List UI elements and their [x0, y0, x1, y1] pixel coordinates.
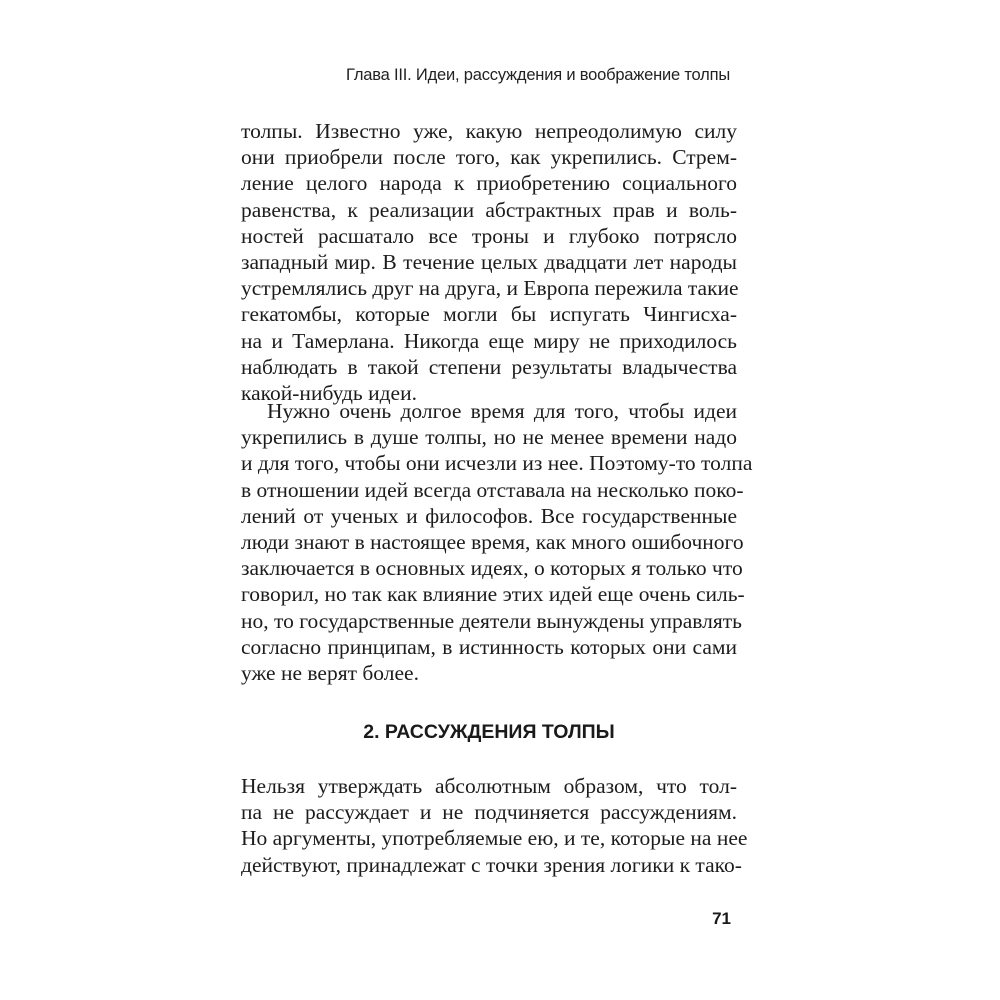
text-line: но, то государственные деятели вынуждены управлять	[241, 608, 742, 633]
text-line: наблюдать в такой степени результаты владычества	[241, 354, 737, 379]
text-line: говорил, но так как влияние этих идей еще очень силь-	[241, 582, 745, 607]
text-line: лений от ученых и философов. Все государственные	[241, 503, 737, 528]
paragraph-1	[241, 118, 737, 406]
text-line: ностей расшатало все троны и глубоко потрясло	[241, 223, 737, 248]
text-line: гекатомбы, которые могли бы испугать Чингисха-	[241, 302, 737, 327]
text-line: действуют, принадлежат с точки зрения логики к тако-	[241, 852, 742, 877]
text-line: Нужно очень долгое время для того, чтобы идеи	[267, 399, 737, 423]
text-line: западный мир. В течение целых двадцати лет народы	[241, 249, 737, 274]
section-title: 2. РАССУЖДЕНИЯ ТОЛПЫ	[363, 721, 615, 743]
text-line: люди знают в настоящее время, как много ошибочного	[241, 529, 744, 554]
text-line: на и Тамерлана. Никогда еще миру не приходилось	[241, 328, 737, 353]
running-header: Глава III. Идеи, рассуждения и воображение толпы	[346, 66, 730, 84]
text-line: они приобрели после того, как укрепились. Стрем-	[241, 145, 737, 170]
text-line: равенства, к реализации абстрактных прав и воль-	[241, 197, 737, 222]
text-line: укрепились в душе толпы, но не менее времени надо	[241, 425, 737, 450]
text-line: устремлялись друг на друга, и Европа пережила такие	[241, 276, 739, 301]
text-line: в отношении идей всегда отставала на несколько поко-	[241, 477, 744, 502]
text-line: уже не верят более.	[241, 660, 419, 685]
text-line: заключается в основных идеях, о которых я только что	[241, 556, 743, 581]
text-line: ление целого народа к приобретению социального	[241, 171, 737, 196]
paragraph-3	[241, 773, 748, 878]
paragraph-2	[241, 398, 753, 686]
text-line: согласно принципам, в истинность которых они сами	[241, 634, 737, 659]
text-line: толпы. Известно уже, какую непреодолимую силу	[241, 119, 737, 143]
text-line: какой-нибудь идеи.	[241, 380, 417, 405]
text-line: Но аргументы, употребляемые ею, и те, которые на нее	[241, 826, 748, 851]
text-line: и для того, чтобы они исчезли из нее. Поэтому-то толпа	[241, 451, 753, 476]
text-line: па не рассуждает и не подчиняется рассуждениям.	[241, 800, 737, 825]
text-line: Нельзя утверждать абсолютным образом, что тол-	[241, 774, 737, 798]
page-number: 71	[712, 909, 731, 928]
